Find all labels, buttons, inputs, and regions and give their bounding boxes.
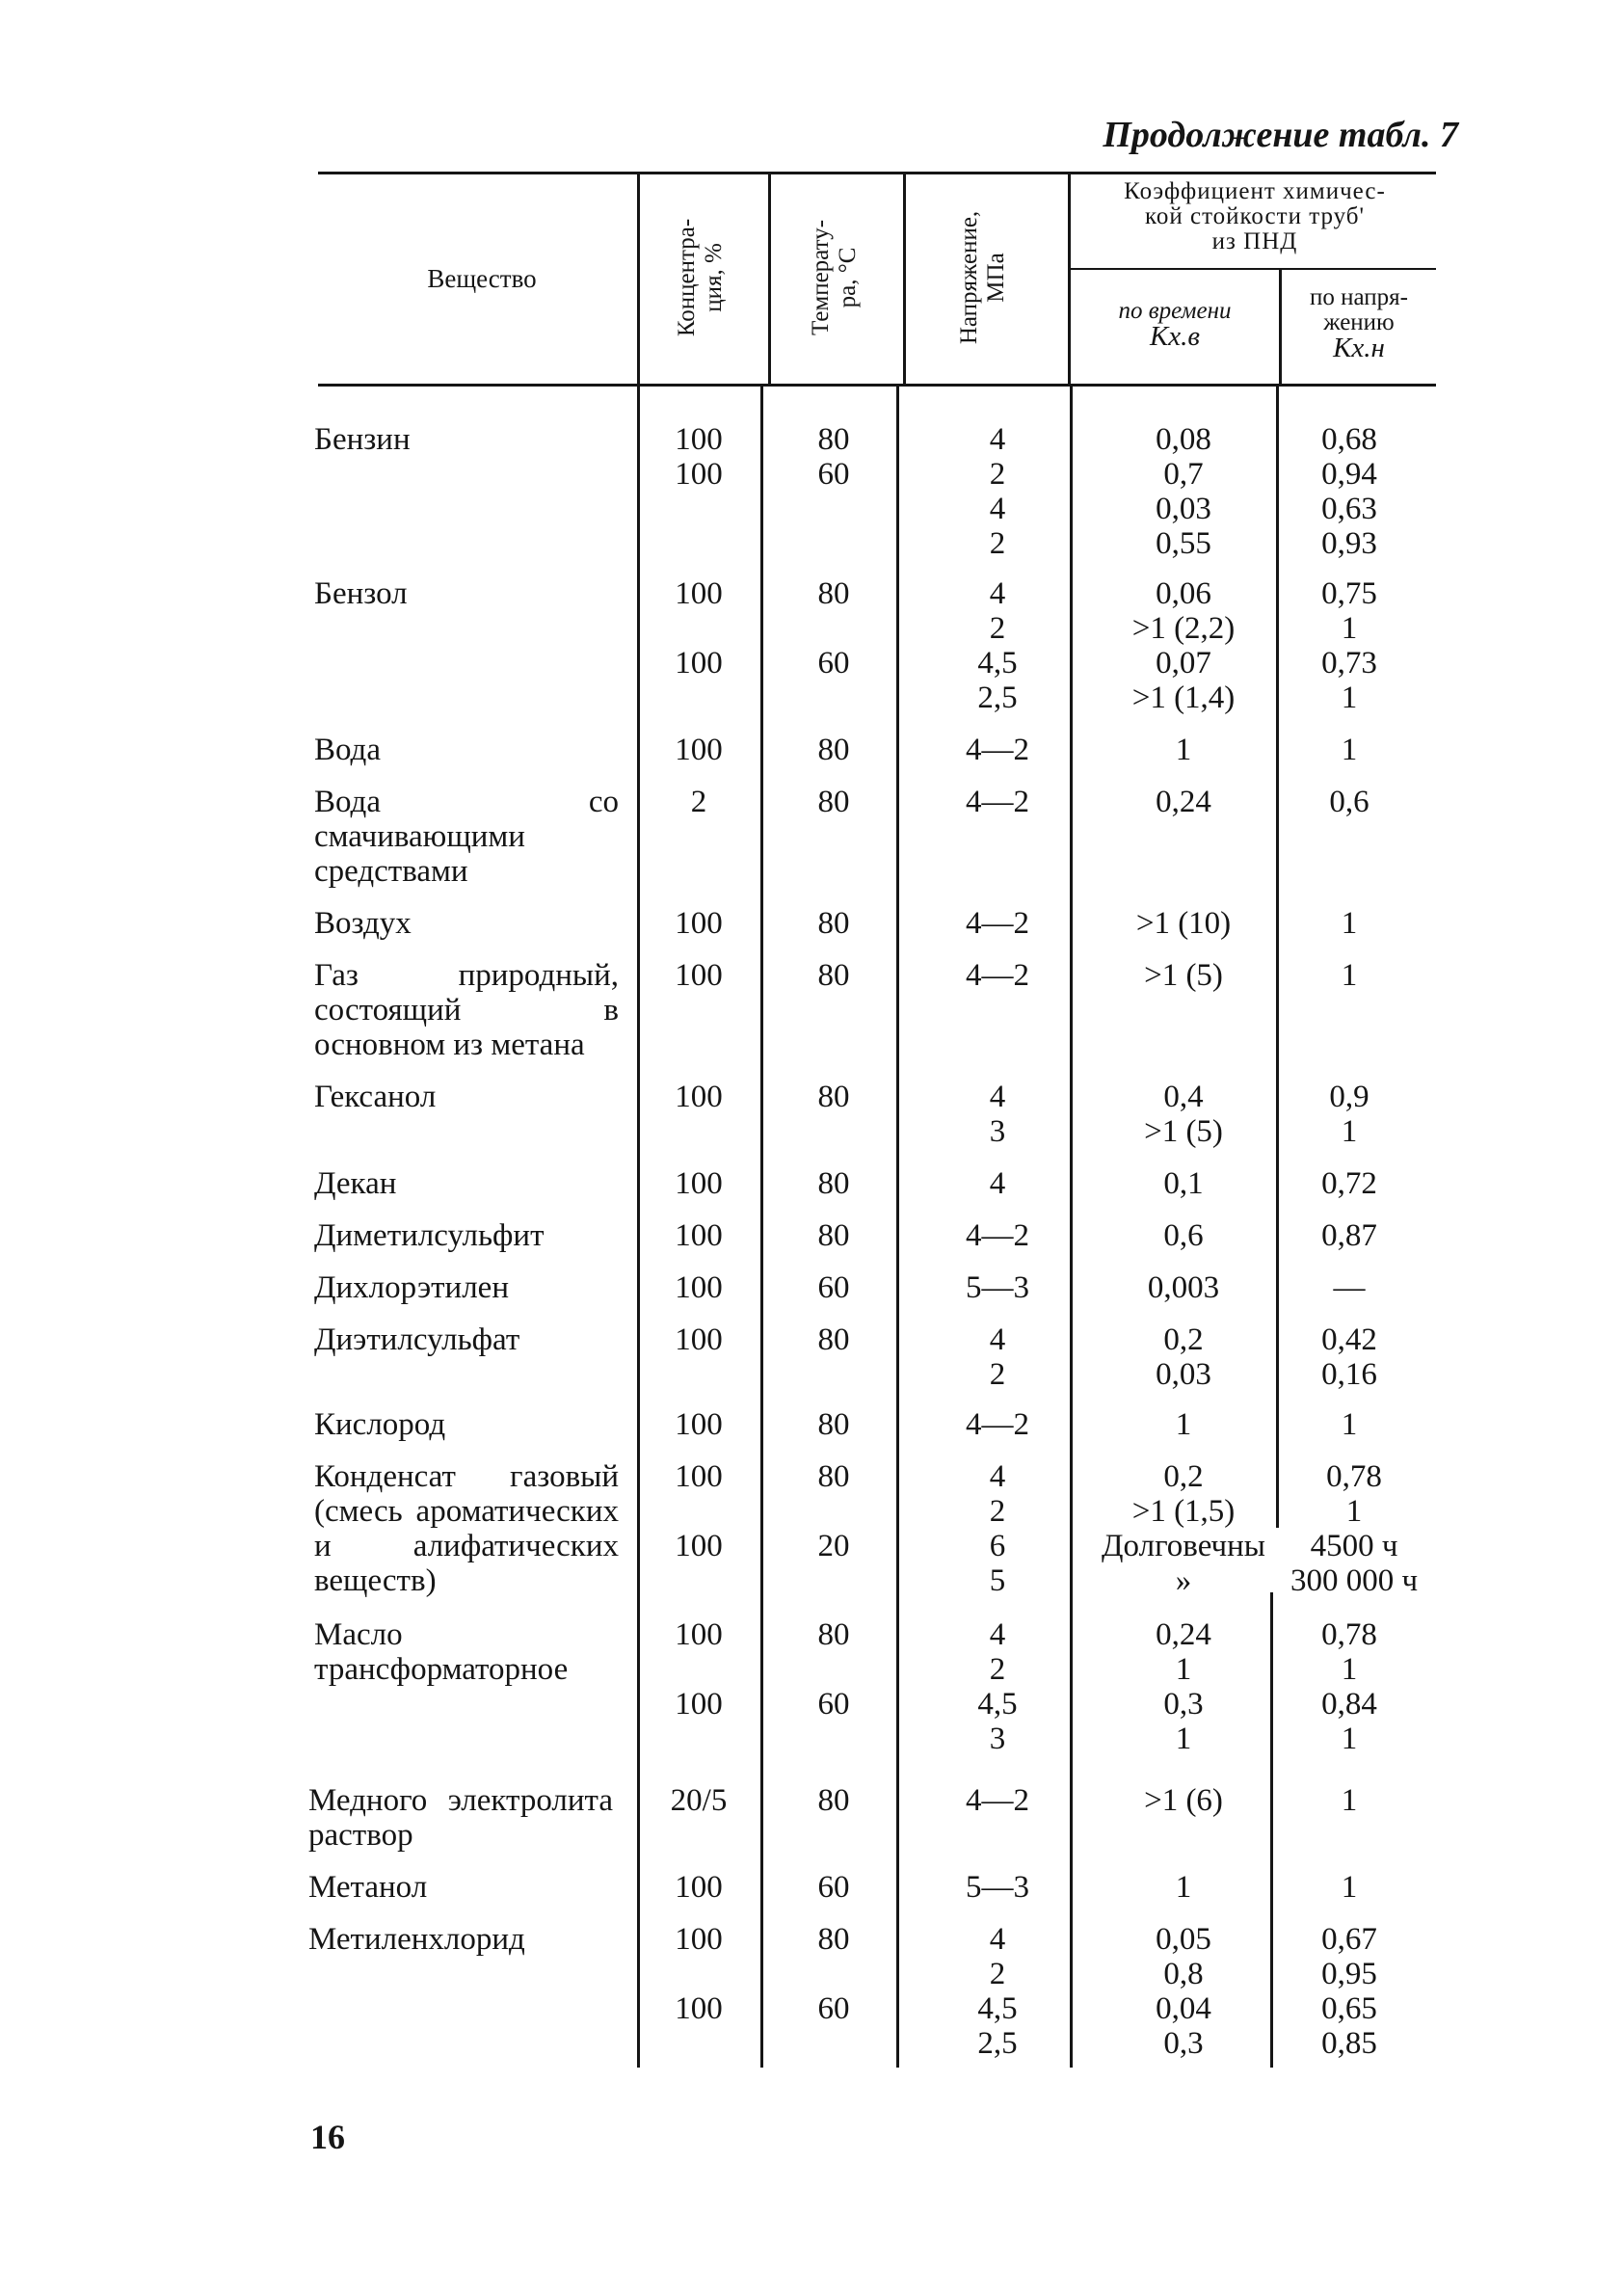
coef-stress-cell: 0,9 1 bbox=[1329, 1080, 1369, 1149]
concentration-cell: 100 bbox=[675, 906, 723, 941]
header-voltage: Напряжение, МПа bbox=[956, 210, 1009, 345]
header-substance: Вещество bbox=[427, 264, 537, 293]
coefficient-sub-rule bbox=[1070, 268, 1436, 270]
voltage-cell: 4—2 bbox=[966, 906, 1029, 941]
coef-stress-cell: 1 bbox=[1341, 1407, 1358, 1442]
coef-stress-cell: 0,67 0,95 0,65 0,85 bbox=[1321, 1922, 1377, 2061]
voltage-cell: 5—3 bbox=[966, 1870, 1029, 1905]
temperature-cell: 80 bbox=[817, 785, 850, 819]
concentration-cell: 100 100 bbox=[675, 576, 723, 681]
substance-name: Воздух bbox=[314, 906, 412, 941]
coef-time-cell: 0,08 0,7 0,03 0,55 bbox=[1156, 422, 1211, 561]
coef-stress-cell: 0,78 1 0,84 1 bbox=[1321, 1617, 1377, 1756]
substance-name: Конденсат газовый (смесь ароматических и алифатических веществ) bbox=[314, 1459, 619, 1598]
temperature-cell: 80 bbox=[817, 1218, 850, 1253]
coef-time-cell: 1 bbox=[1175, 1870, 1192, 1905]
substance-name: Вода со смачивающими средствами bbox=[314, 785, 619, 889]
concentration-cell: 100 bbox=[675, 1870, 723, 1905]
voltage-cell: 4—2 bbox=[966, 785, 1029, 819]
temperature-cell: 80 60 bbox=[817, 1922, 850, 2026]
page-number: 16 bbox=[310, 2118, 345, 2156]
substance-name: Гексанол bbox=[314, 1080, 437, 1114]
coef-stress-cell: 1 bbox=[1341, 1783, 1358, 1818]
substance-name: Метиленхлорид bbox=[308, 1922, 525, 1957]
voltage-cell: 4 2 6 5 bbox=[989, 1459, 1006, 1598]
coef-stress-cell: 1 bbox=[1341, 1870, 1358, 1905]
voltage-cell: 4 3 bbox=[989, 1080, 1006, 1149]
concentration-cell: 100 bbox=[675, 1407, 723, 1442]
temperature-cell: 60 bbox=[817, 1870, 850, 1905]
voltage-cell: 4—2 bbox=[966, 1407, 1029, 1442]
concentration-cell: 100 bbox=[675, 1166, 723, 1201]
substance-name: Бензол bbox=[314, 576, 408, 611]
concentration-cell: 20/5 bbox=[670, 1783, 728, 1818]
concentration-cell: 100 bbox=[675, 1218, 723, 1253]
temperature-cell: 80 bbox=[817, 1407, 850, 1442]
table-top-rule bbox=[318, 172, 1436, 174]
substance-name: Медного электролита раствор bbox=[308, 1783, 613, 1853]
coef-time-cell: 0,24 1 0,3 1 bbox=[1156, 1617, 1211, 1756]
coef-stress-cell: 0,68 0,94 0,63 0,93 bbox=[1321, 422, 1377, 561]
coef-stress-cell: 1 bbox=[1341, 906, 1358, 941]
temperature-cell: 80 60 bbox=[817, 422, 850, 492]
column-divider-2-header bbox=[768, 174, 771, 384]
concentration-cell: 100 bbox=[675, 1270, 723, 1305]
temperature-cell: 80 bbox=[817, 1080, 850, 1114]
coef-stress-cell: 1 bbox=[1341, 733, 1358, 767]
voltage-cell: 4—2 bbox=[966, 1783, 1029, 1818]
header-by-stress: по напря- жению Kх.н bbox=[1310, 284, 1408, 363]
voltage-cell: 4—2 bbox=[966, 733, 1029, 767]
temperature-cell: 80 bbox=[817, 1166, 850, 1201]
coef-stress-cell: 0,72 bbox=[1321, 1166, 1377, 1201]
substance-name: Диметилсульфит bbox=[314, 1218, 545, 1253]
coef-time-cell: 0,06 >1 (2,2) 0,07 >1 (1,4) bbox=[1131, 576, 1236, 715]
concentration-cell: 100 bbox=[675, 958, 723, 993]
coef-stress-cell: 0,42 0,16 bbox=[1321, 1322, 1377, 1392]
substance-name: Бензин bbox=[314, 422, 411, 457]
substance-name: Дихлорэтилен bbox=[314, 1270, 509, 1305]
concentration-cell: 100 bbox=[675, 733, 723, 767]
header-temperature: Температу- ра, °С bbox=[808, 219, 861, 336]
temperature-cell: 60 bbox=[817, 1270, 850, 1305]
voltage-cell: 4 2 4,5 3 bbox=[977, 1617, 1018, 1756]
voltage-cell: 5—3 bbox=[966, 1270, 1029, 1305]
coef-time-cell: 0,1 bbox=[1163, 1166, 1204, 1201]
temperature-cell: 80 bbox=[817, 1322, 850, 1357]
temperature-cell: 80 bbox=[817, 906, 850, 941]
header-by-time: по времени Kх.в bbox=[1118, 298, 1232, 352]
coef-time-cell: >1 (10) bbox=[1135, 906, 1232, 941]
header-bottom-rule bbox=[318, 384, 1436, 387]
coef-time-cell: 0,2 >1 (1,5) Долговечны » bbox=[1102, 1459, 1265, 1598]
temperature-cell: 80 bbox=[817, 1783, 850, 1818]
coef-stress-cell: 1 bbox=[1341, 958, 1358, 993]
substance-name: Метанол bbox=[308, 1870, 428, 1905]
coef-time-cell: 1 bbox=[1175, 1407, 1192, 1442]
coef-time-cell: 0,24 bbox=[1156, 785, 1211, 819]
temperature-cell: 80 bbox=[817, 733, 850, 767]
voltage-cell: 4 2 4,5 2,5 bbox=[977, 576, 1018, 715]
temperature-cell: 80 60 bbox=[817, 1617, 850, 1722]
substance-name: Вода bbox=[314, 733, 381, 767]
concentration-cell: 100 100 bbox=[675, 1459, 723, 1563]
coef-time-cell: 0,6 bbox=[1163, 1218, 1204, 1253]
substance-name: Масло трансформаторное bbox=[314, 1617, 569, 1687]
column-divider-1 bbox=[637, 386, 640, 2068]
voltage-cell: 4—2 bbox=[966, 1218, 1029, 1253]
concentration-cell: 100 bbox=[675, 1080, 723, 1114]
coef-time-cell: 0,4 >1 (5) bbox=[1144, 1080, 1223, 1149]
coef-stress-cell: 0,75 1 0,73 1 bbox=[1321, 576, 1377, 715]
voltage-cell: 4 bbox=[989, 1166, 1006, 1201]
coef-time-cell: >1 (5) bbox=[1144, 958, 1223, 993]
substance-name: Диэтилсульфат bbox=[314, 1322, 520, 1357]
table-caption: Продолжение табл. 7 bbox=[1103, 115, 1458, 155]
temperature-cell: 80 bbox=[817, 958, 850, 993]
coef-stress-cell: 0,78 1 4500 ч 300 000 ч bbox=[1290, 1459, 1419, 1598]
header-concentration: Концентра- ция, % bbox=[674, 218, 727, 337]
concentration-cell: 100 bbox=[675, 1322, 723, 1357]
coef-time-cell: 1 bbox=[1175, 733, 1192, 767]
column-divider-3-header bbox=[903, 174, 906, 384]
substance-name: Кислород bbox=[314, 1407, 446, 1442]
voltage-cell: 4 2 4 2 bbox=[989, 422, 1006, 561]
voltage-cell: 4—2 bbox=[966, 958, 1029, 993]
substance-name: Декан bbox=[314, 1166, 397, 1201]
concentration-cell: 100 100 bbox=[675, 1617, 723, 1722]
substance-name: Газ природный, состоящий в основном из метана bbox=[314, 958, 619, 1062]
voltage-cell: 4 2 4,5 2,5 bbox=[977, 1922, 1018, 2061]
coef-stress-cell: — bbox=[1333, 1270, 1366, 1305]
column-divider-3 bbox=[896, 386, 899, 2068]
temperature-cell: 80 60 bbox=[817, 576, 850, 681]
concentration-cell: 100 100 bbox=[675, 422, 723, 492]
temperature-cell: 80 20 bbox=[817, 1459, 850, 1563]
column-divider-2 bbox=[760, 386, 763, 2068]
coef-time-cell: 0,003 bbox=[1147, 1270, 1220, 1305]
coef-time-cell: >1 (6) bbox=[1144, 1783, 1223, 1818]
header-coefficient: Коэффициент химичес- кой стойкости труб' из ПНД bbox=[1124, 178, 1386, 254]
coef-stress-cell: 0,87 bbox=[1321, 1218, 1377, 1253]
voltage-cell: 4 2 bbox=[989, 1322, 1006, 1392]
concentration-cell: 100 100 bbox=[675, 1922, 723, 2026]
column-divider-4-header bbox=[1068, 174, 1071, 384]
column-divider-1-header bbox=[637, 174, 640, 384]
coef-stress-cell: 0,6 bbox=[1329, 785, 1369, 819]
coef-time-cell: 0,2 0,03 bbox=[1156, 1322, 1211, 1392]
coef-time-cell: 0,05 0,8 0,04 0,3 bbox=[1156, 1922, 1211, 2061]
concentration-cell: 2 bbox=[690, 785, 707, 819]
